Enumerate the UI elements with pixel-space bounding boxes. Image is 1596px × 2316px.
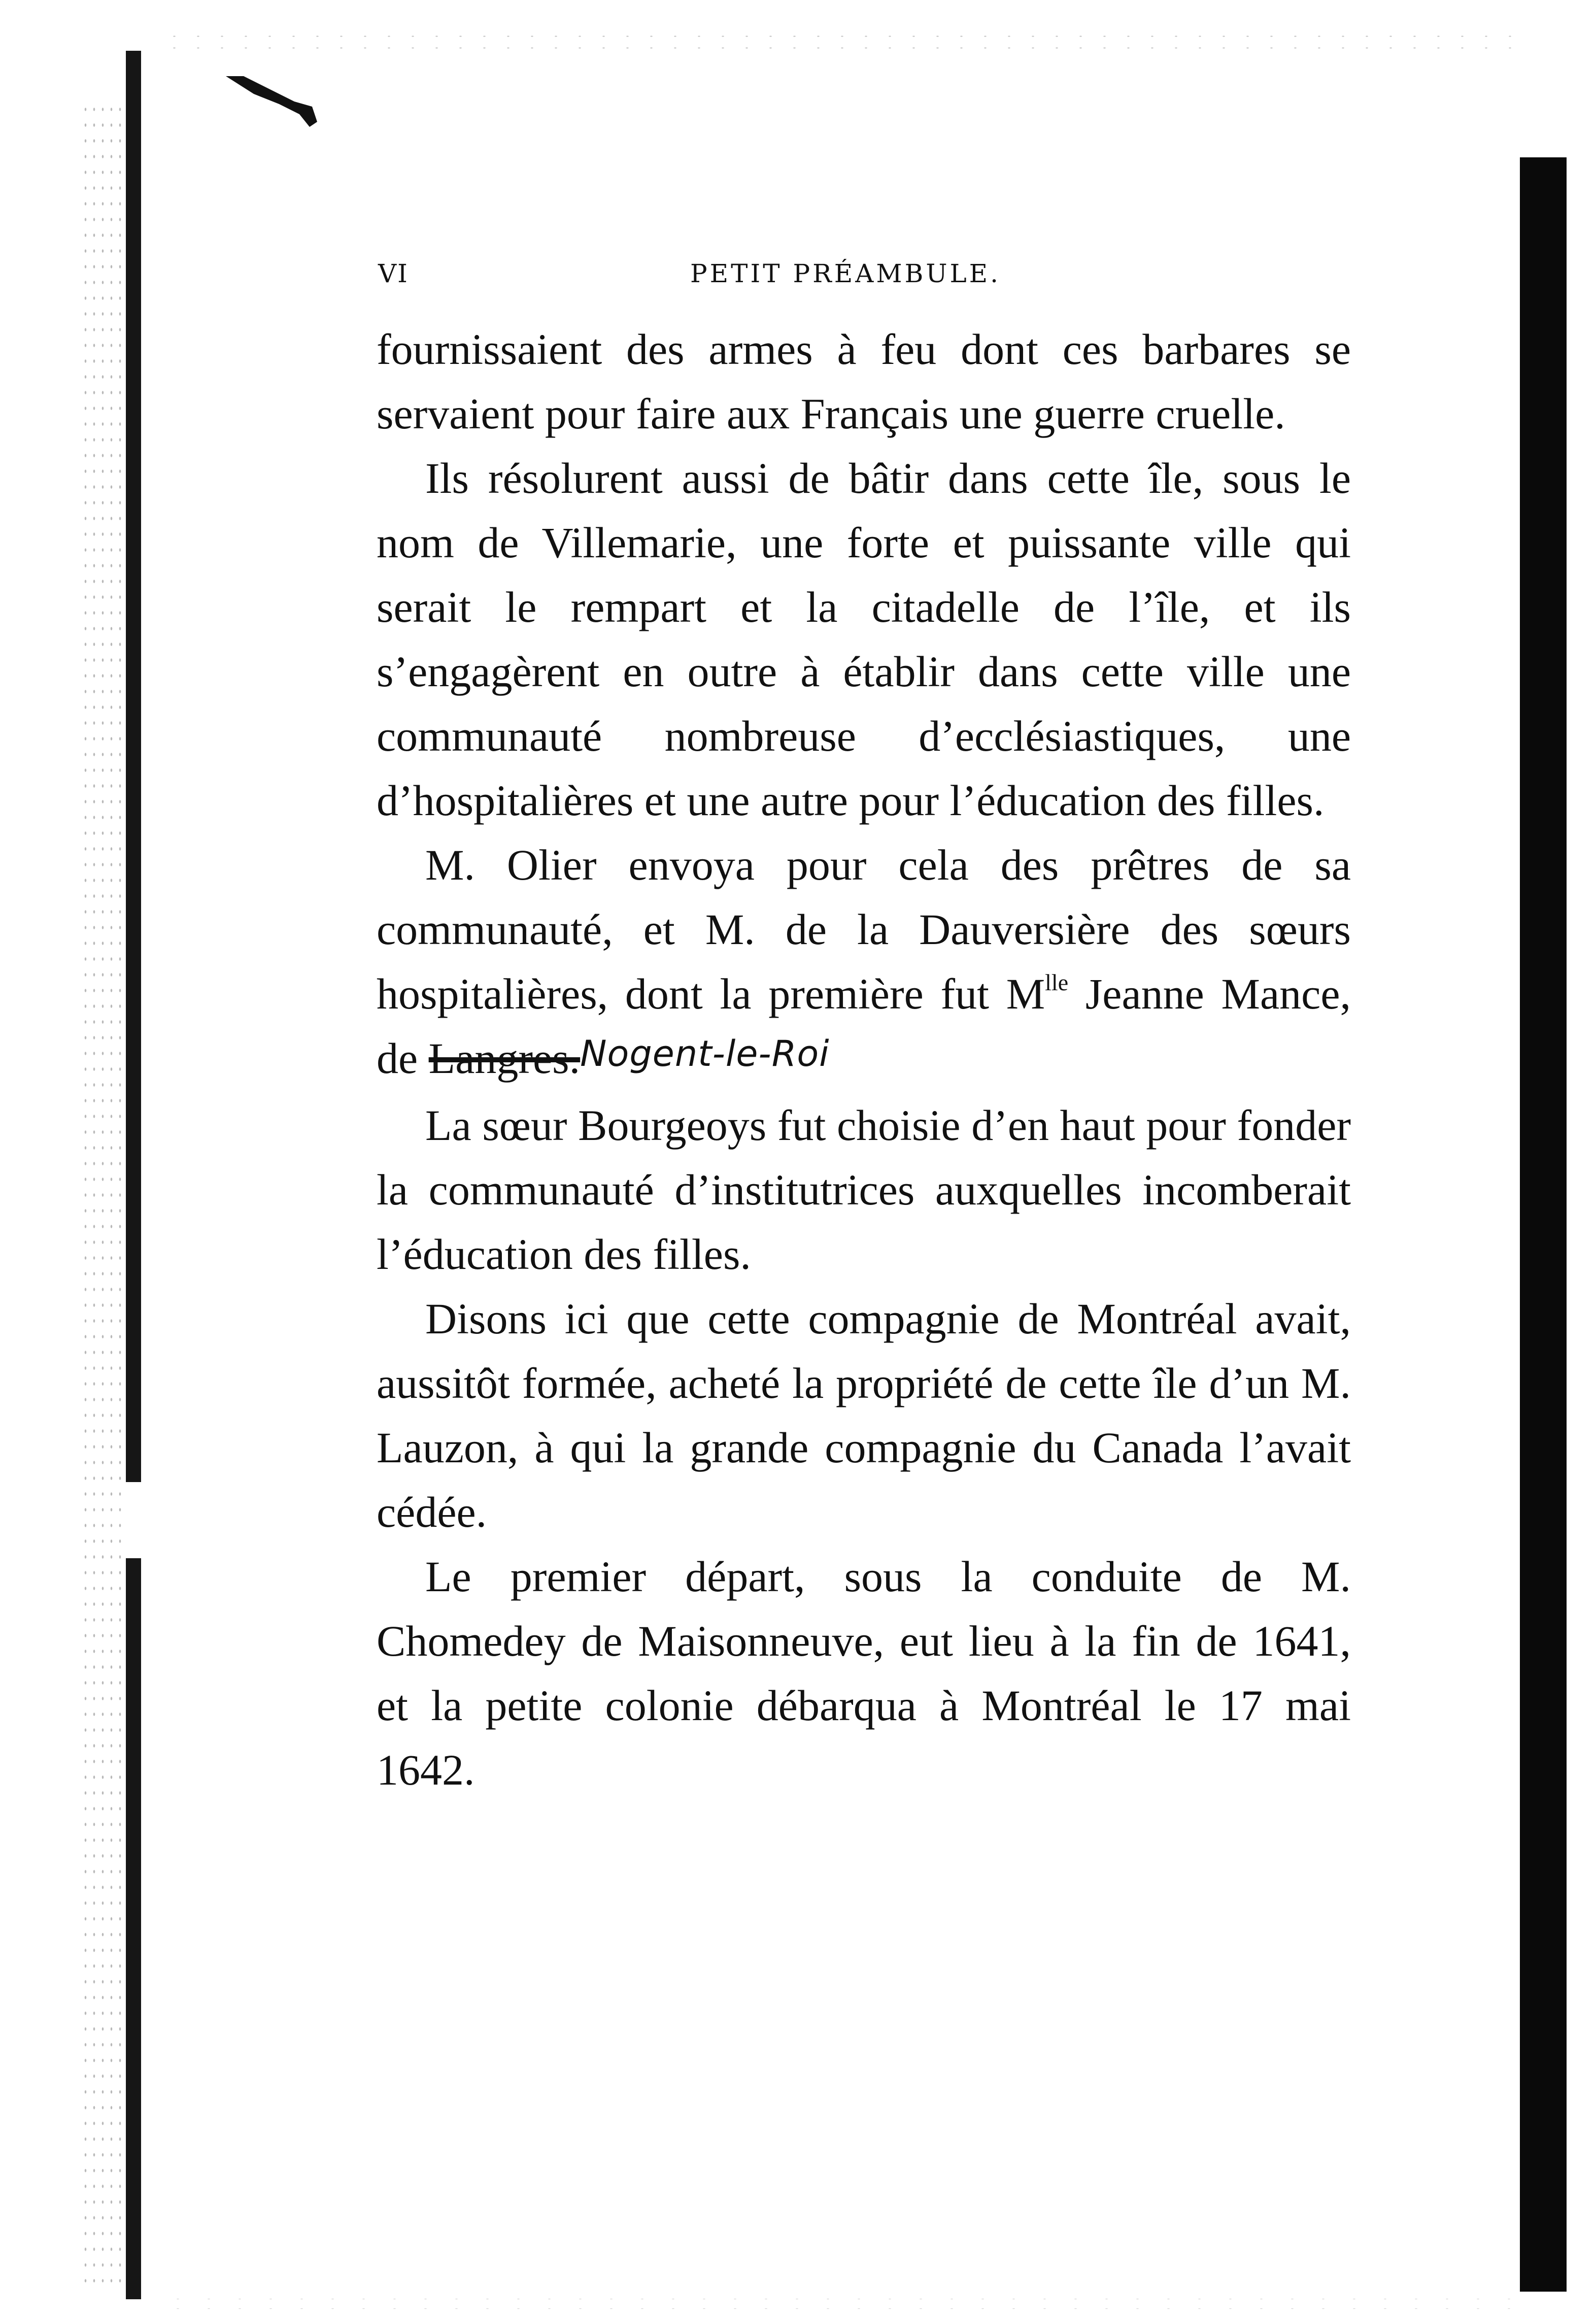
paragraph-1: fournissaient des armes à feu dont ces barbares se servaient pour faire aux Français une guerre cruelle. xyxy=(377,325,1351,438)
paragraph-5: Disons ici que cette compagnie de Montréal avait, aussitôt formée, acheté la propriété de cette île d’un M. Lauzon, à qui la grande compagnie du Canada l’avait cédée. xyxy=(377,1294,1351,1536)
paragraph-3-tail: Jeanne Mance, de xyxy=(377,969,1351,1083)
paragraph-3 xyxy=(377,833,1351,1093)
paragraph-6: Le premier départ, sous la conduite de M. Chomedey de Maisonneuve, eut lieu à la fin de 1641, et la petite colonie débarqua à Montréal le 17 mai 1642. xyxy=(377,1552,1351,1794)
ink-blot-mark xyxy=(223,66,325,137)
handwritten-correction: Nogent-le-Roi xyxy=(580,1033,830,1075)
superscript-lle: lle xyxy=(1045,969,1069,995)
scan-noise-bottom xyxy=(162,2294,1533,2309)
running-head xyxy=(378,259,1350,299)
binding-shadow-upper xyxy=(126,51,141,1482)
page-number: VI xyxy=(378,259,409,288)
struck-word: Langres. xyxy=(428,1034,581,1083)
binding-shadow-lower xyxy=(126,1558,141,2299)
paragraph-4: La sœur Bourgeoys fut choisie d’en haut pour fonder la communauté d’institutrices auxquelles incomberait l’éducation des filles. xyxy=(377,1101,1351,1279)
running-title: PETIT PRÉAMBULE. xyxy=(690,259,1001,288)
paragraph-2: Ils résolurent aussi de bâtir dans cette île, sous le nom de Villemarie, une forte et puissante ville qui serait le rempart et la citadelle de l’île, et ils s’engagèrent en outre à établir dans cette ville une communauté nombreuse d’ecclésiastiques, une d’hospitalières et une autre pour l’éducation des filles. xyxy=(377,454,1351,825)
scan-noise-left xyxy=(81,102,122,2284)
scan-noise-top xyxy=(162,30,1533,56)
body-text xyxy=(377,317,1351,1802)
paragraph-3-text: M. Olier envoya pour cela des prêtres de sa communauté, et M. de la Dauversière des sœurs hospitalières, dont la première fut M xyxy=(377,841,1351,1018)
scan-edge-right xyxy=(1520,157,1567,2292)
